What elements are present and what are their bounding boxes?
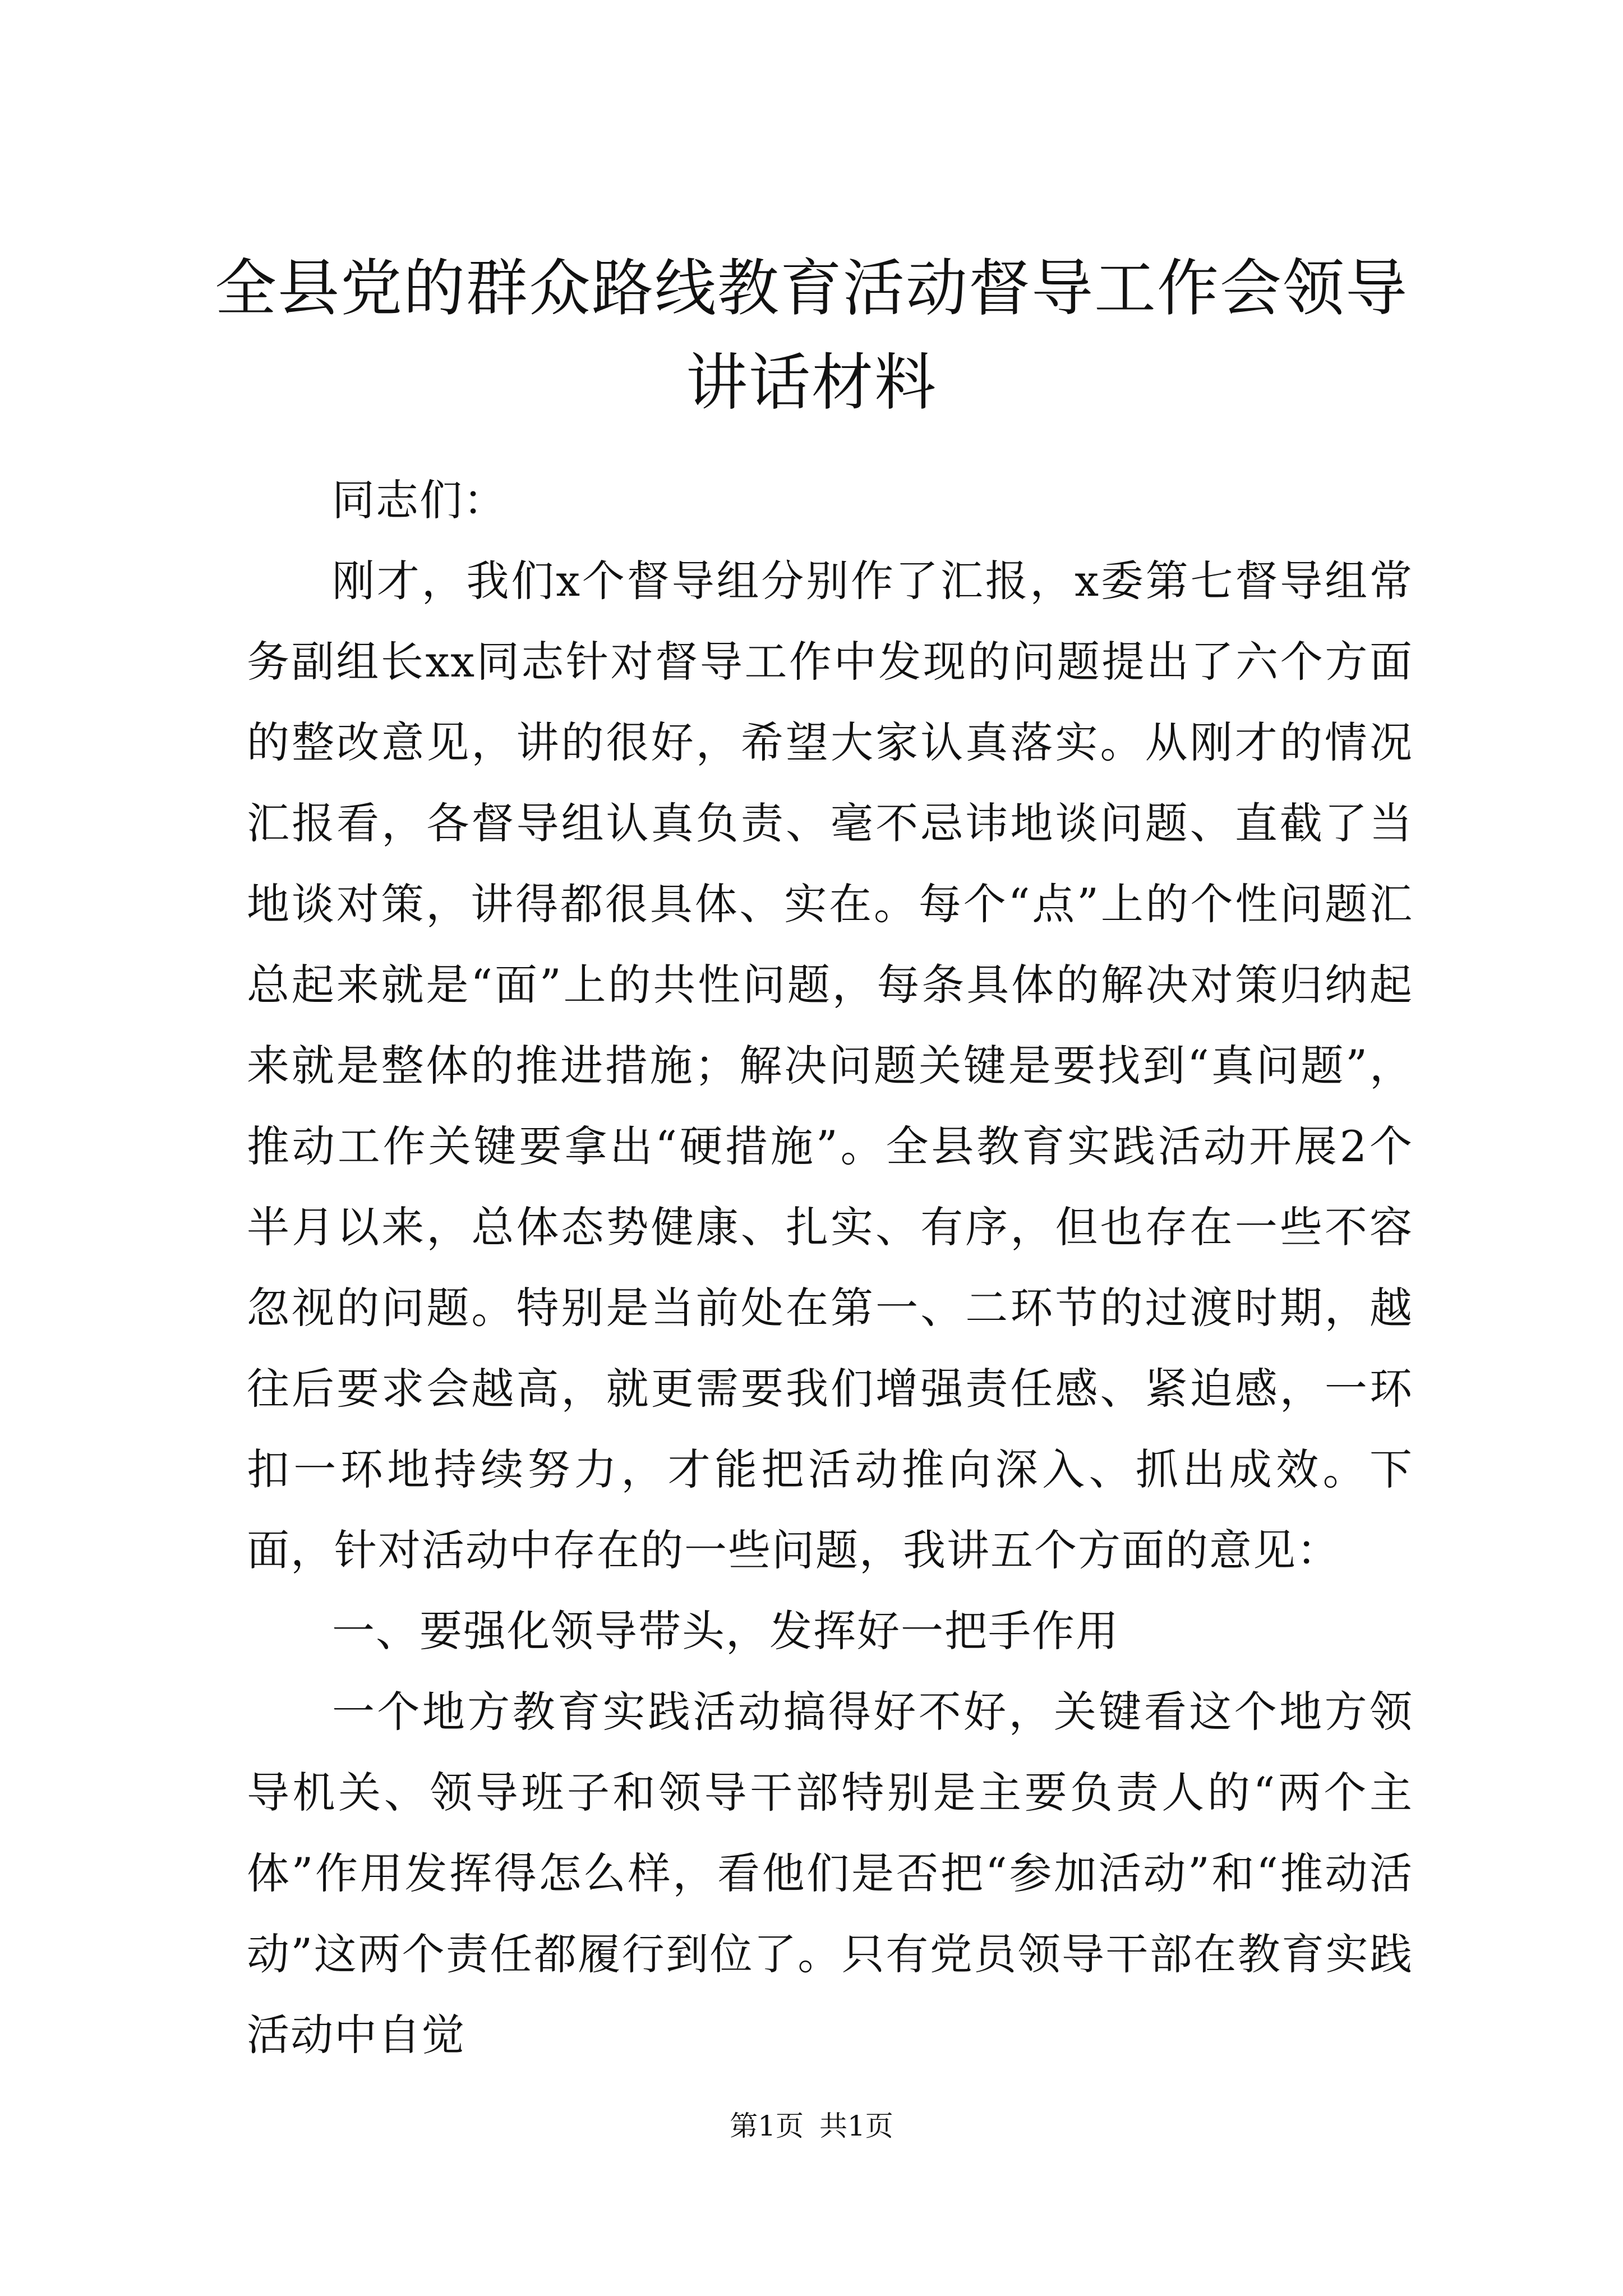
document-title: 全县党的群众路线教育活动督导工作会领导讲话材料 xyxy=(215,252,1408,418)
section-heading: 一、要强化领导带头，发挥好一把手作用 xyxy=(332,1606,1119,1656)
document-body xyxy=(247,460,1413,2076)
page-total: 共1页 xyxy=(819,2110,893,2142)
salutation: 同志们： xyxy=(332,475,507,525)
page-footer xyxy=(0,2109,1623,2143)
page-number: 第1页 xyxy=(730,2110,804,2142)
intro-paragraph: 刚才，我们x个督导组分别作了汇报，x委第七督导组常务副组长xx同志针对督导工作中发现的问题提出了六个方面的整改意见，讲的很好，希望大家认真落实。从刚才的情况汇报看，各督导组认真负责、毫不忌讳地谈问题、直截了当地谈对策，讲得都很具体、实在。每个“点”上的个性问题汇总起来就是“面”上的共性问题，每条具体的解决对策归纳起来就是整体的推进措施；解决问题关键是要找到“真问题”，推动工作关键要拿出“硬措施”。全县教育实践活动开展2个半月以来，总体态势健康、扎实、有序，但也存在一些不容忽视的问题。特别是当前处在第一、二环节的过渡时期，越往后要求会越高，就更需要我们增强责任感、紧迫感，一环扣一环地持续努力，才能把活动推向深入、抓出成效。下面，针对活动中存在的一些问题，我讲五个方面的意见： xyxy=(247,556,1413,1575)
section-paragraph: 一个地方教育实践活动搞得好不好，关键看这个地方领导机关、领导班子和领导干部特别是主要负责人的“两个主体”作用发挥得怎么样，看他们是否把“参加活动”和“推动活动”这两个责任都履行到位了。只有党员领导干部在教育实践活动中自觉 xyxy=(247,1687,1413,2060)
